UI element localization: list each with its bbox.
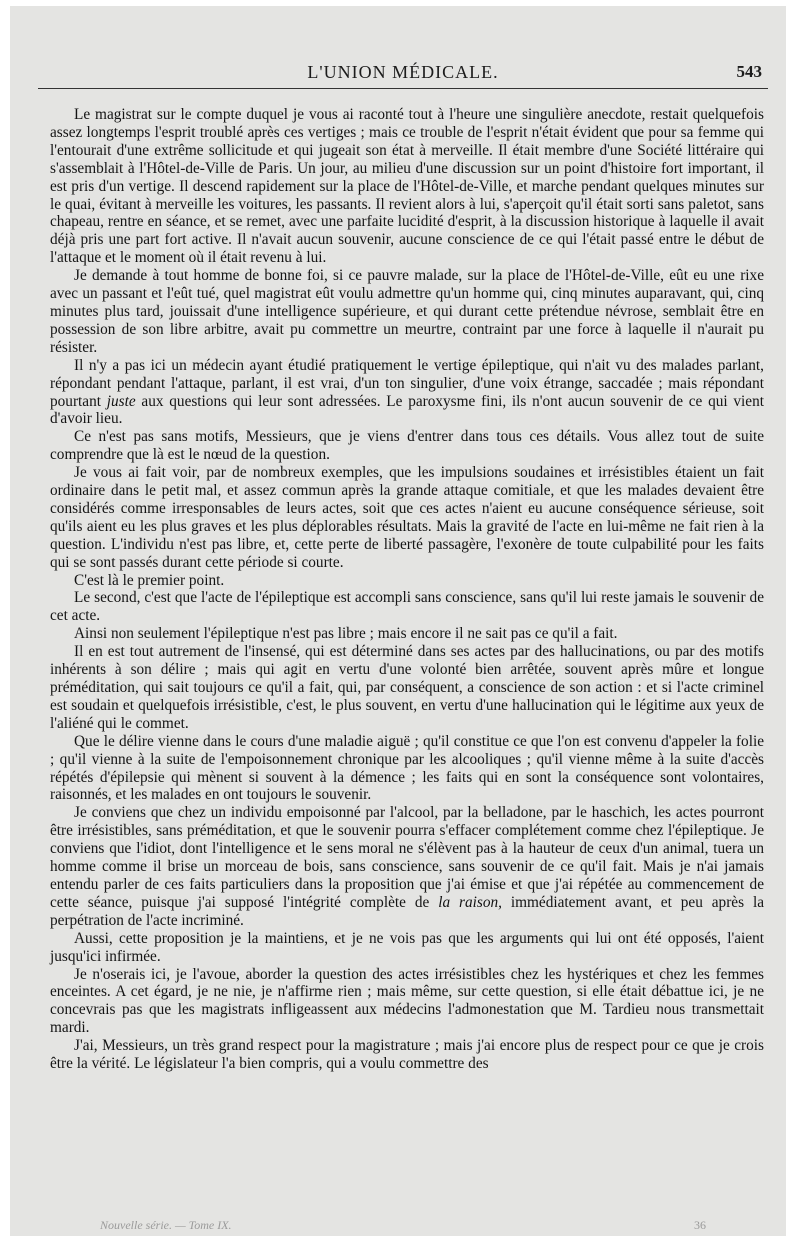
page-number: 543 xyxy=(736,62,762,81)
paragraph: C'est là le premier point. xyxy=(74,571,225,589)
paragraph: Je n'oserais ici, je l'avoue, aborder la question des actes irrésistibles chez les hystériques et chez les femmes enceintes. A cet égard, je ne nie, je n'affirme rien ; mais même, sur cette question, si elle était débattue ici, je ne concevrais pas que les magistrats infligeassent aux médecins l'admonestation que M. Tardieu nous transmettait mardi. xyxy=(50,965,764,1037)
paragraph: Que le délire vienne dans le cours d'une maladie aiguë ; qu'il constitue ce que l'on est convenu d'appeler la folie ; qu'il vienne à la suite de l'empoisonnement chronique par les alcooliques ; qu'il vienne même à la suite d'accès répétés d'épilepsie qui mènent si souvent à la démence ; les faits qui en sont la conséquence sont volontaires, raisonnés, et les malades en ont toujours le souvenir. xyxy=(50,732,764,804)
paragraph: Je vous ai fait voir, par de nombreux exemples, que les impulsions soudaines et irrésistibles étaient un fait ordinaire dans le petit mal, et assez commun après la grande attaque comitiale, et que les malades devaient être considérés comme irresponsables de leurs actes, soit que ces actes n'aient eu aucune conséquence sérieuse, soit qu'ils aient eu les plus graves et les plus déplorables résultats. Mais la gravité de l'acte en lui-même ne fait rien à la question. L'individu n'est pas libre, et, cette perte de liberté passagère, l'exonère de toute culpabilité pour les faits qui se sont passés durant cette période si courte. xyxy=(50,464,764,571)
paragraph: Il en est tout autrement de l'insensé, qui est déterminé dans ses actes par des hallucinations, ou par des motifs inhérents à son délire ; mais qui agit en vertu d'une volonté bien arrêtée, souvent après mûre et longue préméditation, qui sait toujours ce qu'il a fait, qui, par conséquent, a conscience de son action : et si l'acte criminel est soudain et quelquefois irrésistible, c'est, le plus souvent, en vertu d'une hallucination qui le légitime aux yeux de l'aliéné qui le commet. xyxy=(50,643,764,732)
paragraph: Je conviens que chez un individu empoisonné par l'alcool, par la belladone, par le haschich, les actes pourront être irrésistibles, sans préméditation, et que le souvenir pourra s'effacer complétement comme chez l'épileptique. Je conviens que l'idiot, dont l'intelligence et le sens moral ne s'élèvent pas à la hauteur de ceux d'un animal, tuera un homme comme il brise un morceau de bois, sans conscience, sans souvenir de ce qu'il fait. Mais je n'ai jamais entendu parler de ces faits particuliers dans la proposition que j'ai émise et que j'ai répétée au commencement de cette séance, puisque j'ai supposé l'intégrité complète de la raison, immédiatement avant, et peu après la perpétration de l'acte incriminé. xyxy=(50,804,764,929)
paragraph: Ce n'est pas sans motifs, Messieurs, que je viens d'entrer dans tous ces détails. Vous allez tout de suite comprendre que là est le nœud de la question. xyxy=(50,428,764,464)
paragraph: J'ai, Messieurs, un très grand respect pour la magistrature ; mais j'ai encore plus de respect pour ce que je crois être la vérité. Le législateur l'a bien compris, qui a voulu commettre des xyxy=(50,1037,764,1073)
series-note: Nouvelle série. — Tome IX. xyxy=(100,1218,232,1232)
article-body xyxy=(50,106,764,1073)
paragraph: Le magistrat sur le compte duquel je vous ai raconté tout à l'heure une singulière anecdote, restait quelquefois assez longtemps l'esprit troublé après ces vertiges ; mais ce trouble de l'esprit n'était évident que pour sa femme qui l'entourait d'une extrême sollicitude et qui jugeait son état à merveille. Il était membre d'une Société littéraire qui s'assemblait à l'Hôtel-de-Ville de Paris. Un jour, au milieu d'une discussion sur un point d'histoire fort important, il est pris d'un vertige. Il descend rapidement sur la place de l'Hôtel-de-Ville, et marche pendant quelques minutes sur le quai, évitant à merveille les voitures, les passants. Il revient alors à lui, s'aperçoit qu'il était sorti sans paletot, sans chapeau, rentre en séance, et se remet, avec une parfaite lucidité d'esprit, à la discussion historique à laquelle il avait déjà pris une part fort active. Il n'avait aucun souvenir, aucune conscience de ce qui l'était passé entre le début de l'attaque et le moment où il était revenu à lui. xyxy=(50,106,764,267)
italic-term: juste xyxy=(106,392,136,410)
italic-term: la raison, xyxy=(438,893,502,911)
document-page xyxy=(10,6,786,1236)
signature-mark: 36 xyxy=(694,1218,706,1232)
paragraph: Il n'y a pas ici un médecin ayant étudié pratiquement le vertige épileptique, qui n'ait vu des malades parlant, répondant pendant l'attaque, parlant, il est vrai, d'un ton singulier, d'une voix étrange, saccadée ; mais répondant pourtant juste aux questions qui leur sont adressées. Le paroxysme fini, ils n'ont aucun souvenir de ce qui vient d'avoir lieu. xyxy=(50,356,764,428)
page-header xyxy=(38,58,768,89)
paragraph: Je demande à tout homme de bonne foi, si ce pauvre malade, sur la place de l'Hôtel-de-Ville, eût eu une rixe avec un passant et l'eût tué, quel magistrat eût voulu admettre qu'un homme qui, cinq minutes auparavant, qui, cinq minutes plus tard, jouissait d'une intelligence supérieure, et qui durant cette prétendue névrose, semblait être en possession de son libre arbitre, avait pu commettre un meurtre, contraint par une force à laquelle il n'aurait pu résister. xyxy=(50,267,764,356)
paragraph: Aussi, cette proposition je la maintiens, et je ne vois pas que les arguments qui lui ont été opposés, l'aient jusqu'ici infirmée. xyxy=(50,929,764,965)
running-title: L'UNION MÉDICALE. xyxy=(307,62,499,82)
paragraph: Ainsi non seulement l'épileptique n'est pas libre ; mais encore il ne sait pas ce qu'il a fait. xyxy=(74,625,618,643)
paragraph: Le second, c'est que l'acte de l'épileptique est accompli sans conscience, sans qu'il lui reste jamais le souvenir de cet acte. xyxy=(50,589,764,625)
